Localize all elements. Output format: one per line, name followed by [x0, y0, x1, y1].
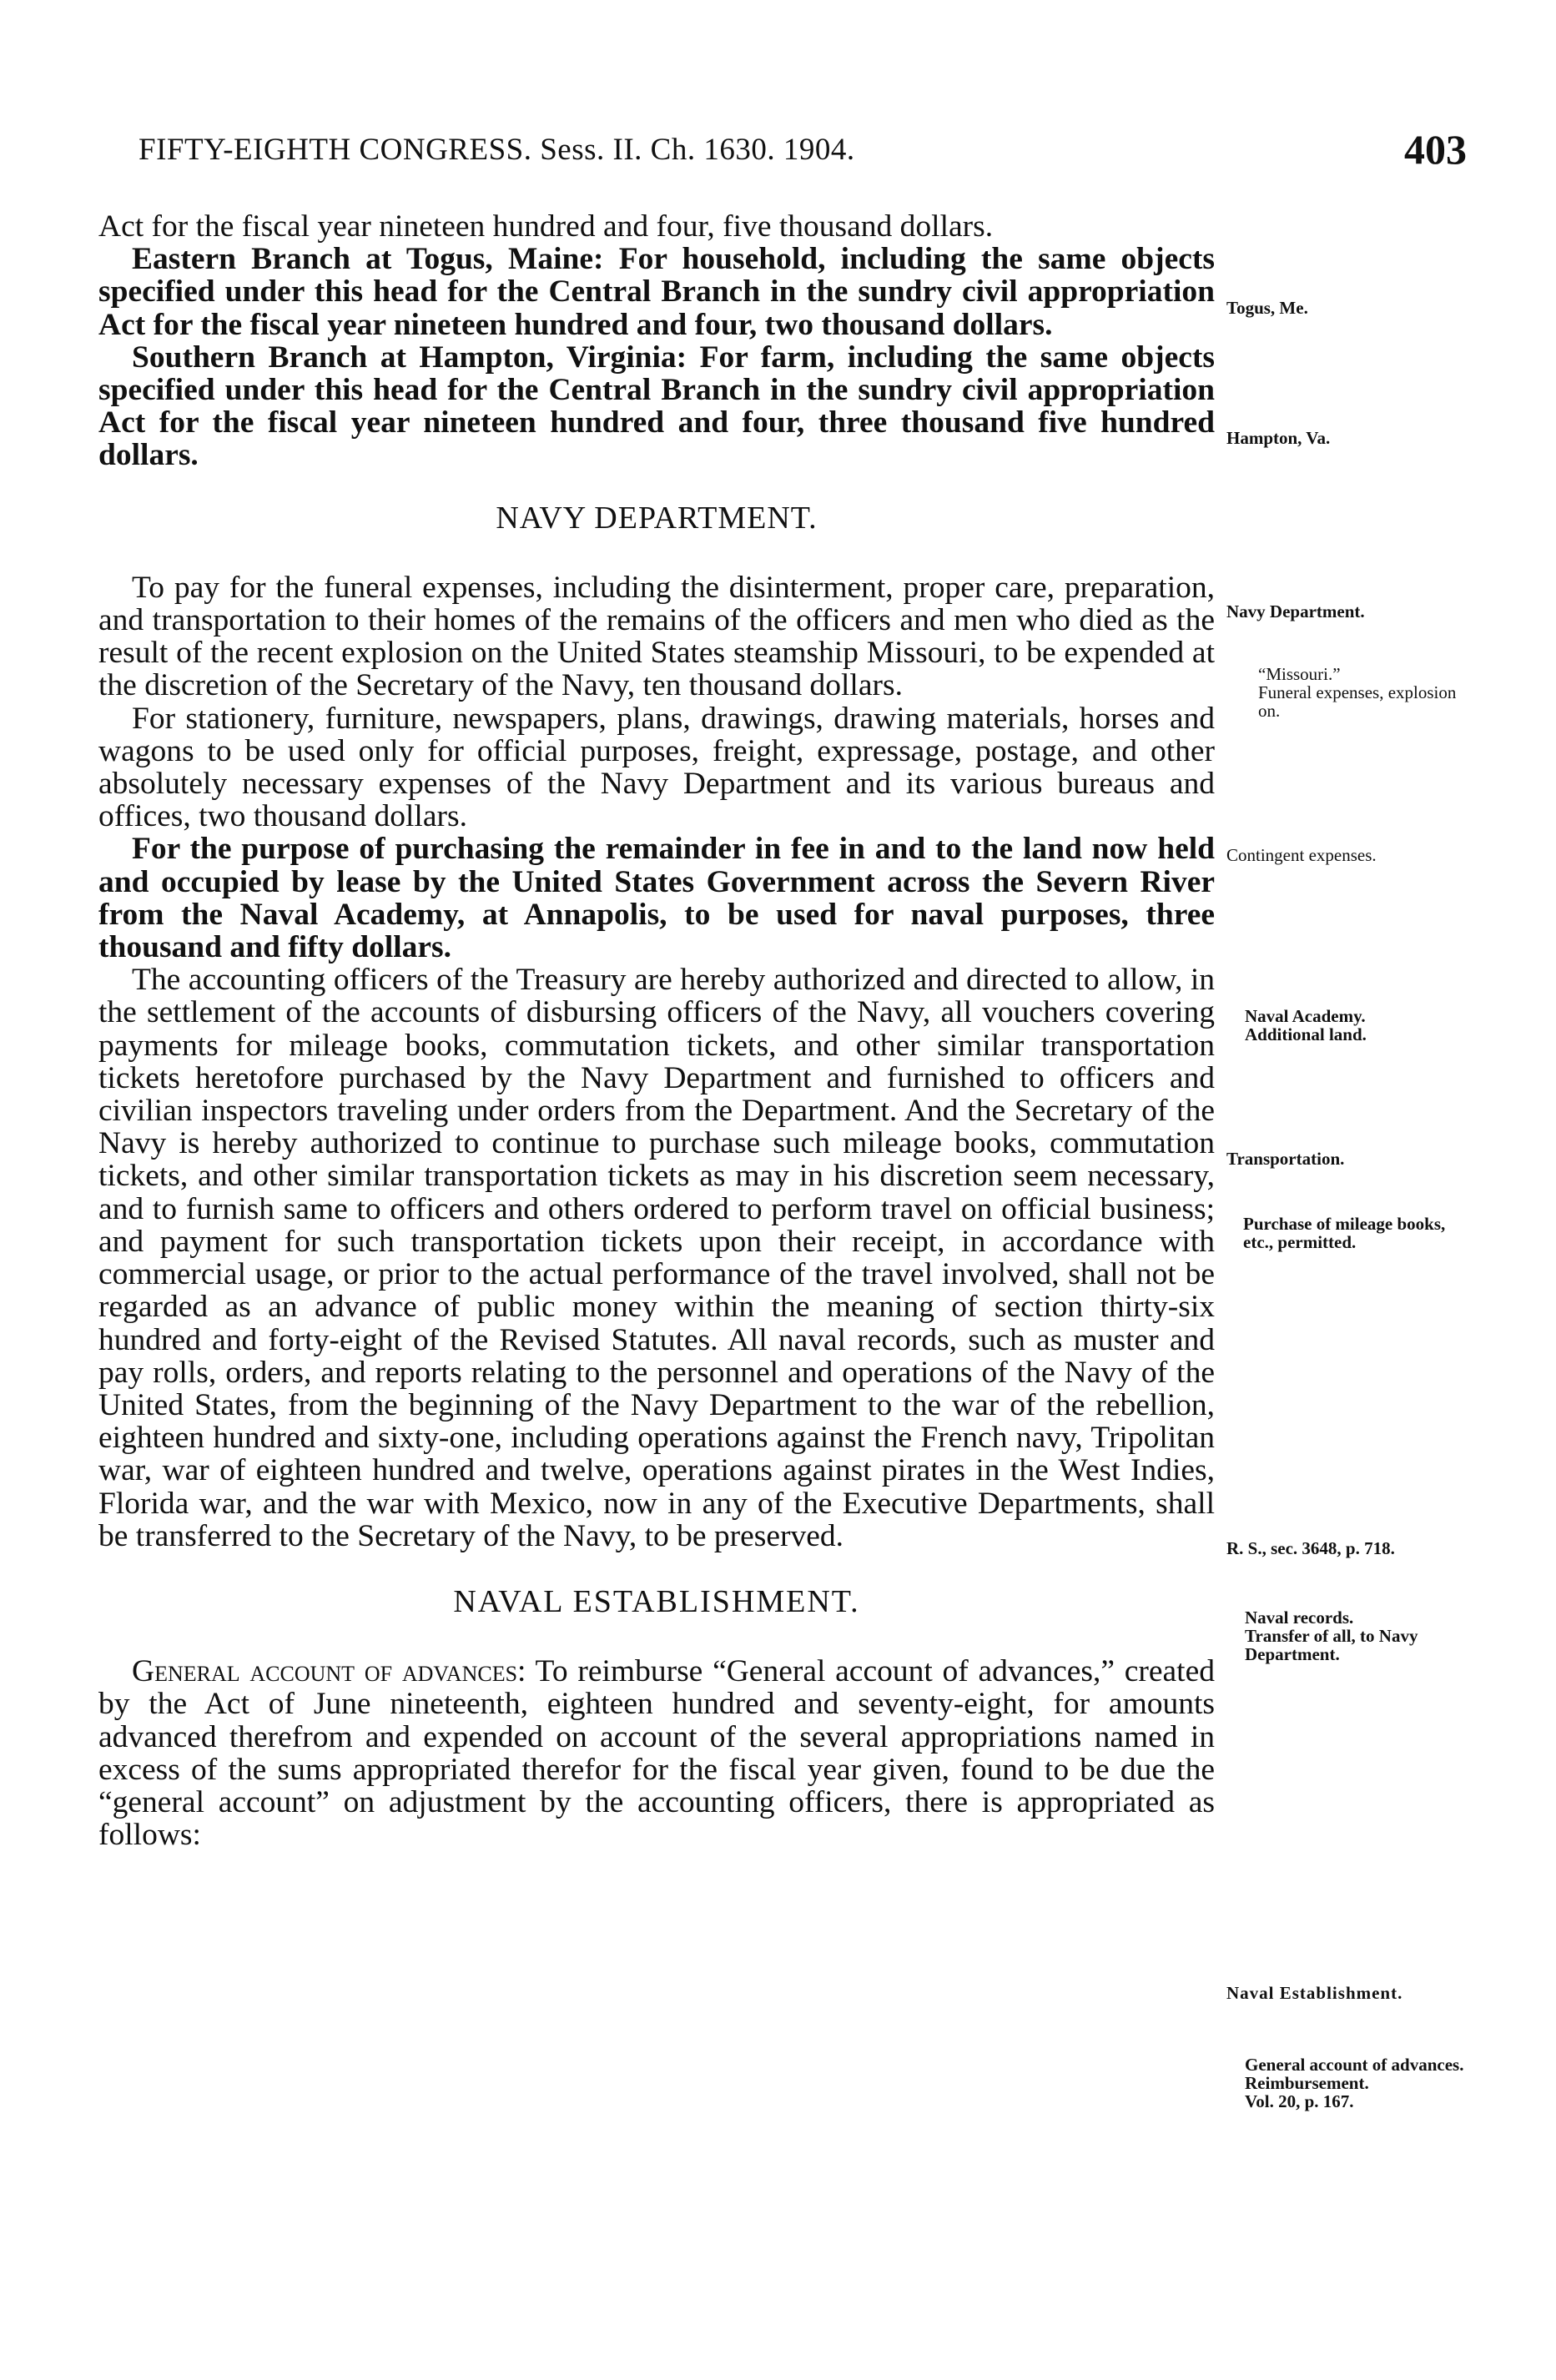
margin-note-general-account	[1226, 2055, 1477, 2111]
paragraph-general-account	[98, 1655, 1215, 1851]
margin-note-contingent: Contingent expenses.	[1226, 845, 1377, 865]
margin-note-academy-title: Naval Academy.	[1245, 1006, 1366, 1026]
margin-note-naval-establishment: Naval Establishment.	[1226, 1983, 1403, 2003]
margin-note-revised-statutes: R. S., sec. 3648, p. 718.	[1226, 1538, 1395, 1558]
margin-note-advances-citation: Vol. 20, p. 167.	[1245, 2091, 1354, 2111]
margin-note-advances-title: General account of advances.	[1245, 2055, 1464, 2075]
margin-note-mileage: Purchase of mileage books, etc., permitted.	[1243, 1214, 1446, 1252]
margin-note-naval-records	[1226, 1608, 1477, 1663]
margin-note-navy-department: Navy Department.	[1226, 601, 1365, 621]
margin-note-hampton: Hampton, Va.	[1226, 428, 1331, 448]
margin-note-records-title: Naval records.	[1245, 1608, 1354, 1628]
margin-note-missouri-title: “Missouri.”	[1258, 664, 1341, 684]
paragraph-naval-academy-land: For the purpose of purchasing the remainder in fee in and to the land now held and occupied by lease by the United States Government across the Severn River from the Naval Academy, at Annapolis, to be used for naval purposes, three thousand and fifty dollars.	[98, 832, 1215, 965]
margin-note-naval-academy	[1226, 1007, 1477, 1044]
paragraph-transportation: The accounting officers of the Treasury are hereby authorized and directed to allow, in the settlement of the accounts of disbursing officers of the Navy, all vouchers covering payments for mileage books, commutation tickets, and other similar transportation tickets heretofore purchased by the Navy Department and furnished to officers and civilian inspectors traveling under orders from the Department. And the Secretary of the Navy is hereby authorized to continue to purchase such mileage books, commutation tickets, and other similar transportation tickets as may in his discretion seem necessary, and to furnish same to officers and others ordered to perform travel on official business; and payment for such transportation tickets upon their receipt, in accordance with commercial usage, or prior to the actual performance of the travel involved, shall not be regarded as an advance of public money within the meaning of section thirty-six hundred and forty-eight of the Revised Statutes. All naval records, such as muster and pay rolls, orders, and reports relating to the personnel and operations of the Navy of the United States, from the beginning of the Navy Department to the war of the rebellion, eighteen hundred and sixty-one, including operations against the French navy, Tripolitan war, war of eighteen hundred and twelve, operations against pirates in the West Indies, Florida war, and the war with Mexico, now in any of the Executive Departments, shall be transferred to the Secretary of the Navy, to be preserved.	[98, 963, 1215, 1553]
margin-note-transportation: Transportation.	[1226, 1149, 1345, 1169]
margin-note-togus: Togus, Me.	[1226, 298, 1308, 318]
margin-note-missouri	[1226, 665, 1477, 720]
paragraph-contingent-expenses: For stationery, furniture, newspapers, plans, drawings, drawing materials, horses and wagons to be used only for official purposes, freight, expressage, postage, and other absolutely necessary expenses of the Navy Department and its various bureaus and offices, two thousand dollars.	[98, 701, 1215, 834]
margin-note-missouri-detail: Funeral expenses, explosion on.	[1258, 682, 1457, 721]
paragraph-togus: Eastern Branch at Togus, Maine: For household, including the same objects specified under this head for the Central Branch in the sundry civil appropriation Act for the fiscal year nineteen hundred and four, two thousand dollars.	[98, 242, 1215, 342]
main-text	[98, 210, 1215, 1851]
heading-navy-department: NAVY DEPARTMENT.	[496, 500, 818, 536]
heading-naval-establishment: NAVAL ESTABLISHMENT.	[453, 1583, 860, 1619]
page-number: 403	[1404, 126, 1467, 173]
paragraph-funeral-expenses: To pay for the funeral expenses, including the disinterment, proper care, preparation, and transportation to their homes of the remains of the officers and men who died as the result of the recent explosion on the United States steamship Missouri, to be expended at the discretion of the Secretary of the Navy, ten thousand dollars.	[98, 570, 1215, 703]
general-account-lead: General account of advances:	[132, 1654, 526, 1689]
general-account-text: To reimburse “General account of advances,” created by the Act of June nineteenth, eighteen hundred and seventy-eight, for amounts advanced therefrom and expended on account of the several appropriations named in excess of the sums appropriated therefor for the fiscal year given, found to be due the “general account” on adjustment by the accounting officers, there is appropriated as follows:	[98, 1654, 1215, 1853]
page-header	[123, 125, 1467, 175]
paragraph-hampton: Southern Branch at Hampton, Virginia: For farm, including the same objects specified under this head for the Central Branch in the sundry civil appropriation Act for the fiscal year nineteen hundred and four, three thousand five hundred dollars.	[98, 340, 1215, 473]
margin-note-records-detail: Transfer of all, to Navy Department.	[1245, 1626, 1418, 1664]
paragraph-fiscal-continuation: Act for the fiscal year nineteen hundred and four, five thousand dollars.	[98, 209, 994, 244]
margin-note-academy-detail: Additional land.	[1245, 1024, 1367, 1044]
margin-note-advances-reimbursement: Reimbursement.	[1245, 2073, 1369, 2093]
running-title: FIFTY-EIGHTH CONGRESS. Sess. II. Ch. 1630. 1904.	[138, 133, 855, 167]
